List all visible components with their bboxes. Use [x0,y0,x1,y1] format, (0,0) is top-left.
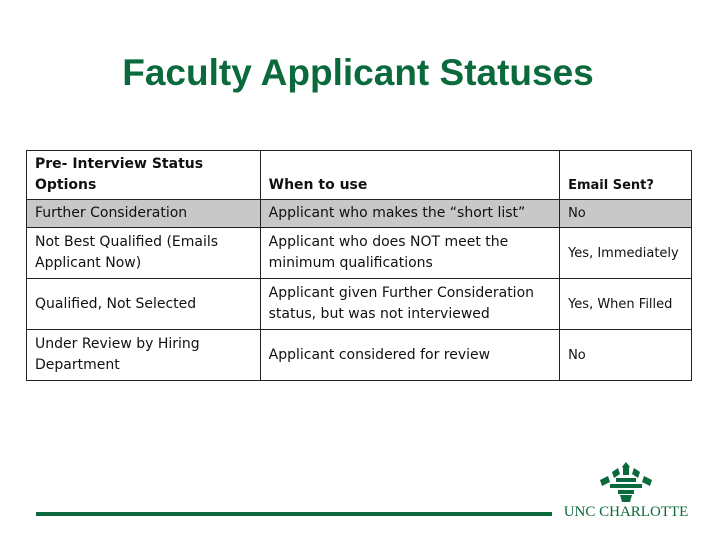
table-row [27,279,692,330]
table-row [27,200,692,228]
status-cell: Further Consideration [27,200,261,228]
header-status-options: Pre- Interview Status Options [27,151,261,200]
slide-title: Faculty Applicant Statuses [122,52,594,93]
email-cell: Yes, Immediately [560,228,692,279]
header-email-sent: Email Sent? [560,151,692,200]
email-cell: Yes, When Filled [560,279,692,330]
header-when-to-use: When to use [260,151,559,200]
footer-rule [36,512,552,516]
status-cell: Under Review by Hiring Department [27,330,261,381]
when-cell: Applicant given Further Consideration status, but was not interviewed [260,279,559,330]
when-cell: Applicant who makes the “short list” [260,200,559,228]
status-cell: Qualified, Not Selected [27,279,261,330]
table-row [27,330,692,381]
when-cell: Applicant who does NOT meet the minimum qualifications [260,228,559,279]
table-header-row [27,151,692,200]
email-cell: No [560,330,692,381]
email-cell: No [560,200,692,228]
when-cell: Applicant considered for review [260,330,559,381]
status-table [26,150,692,381]
logo-text: UNC CHARLOTTE [563,504,689,520]
status-cell: Not Best Qualified (Emails Applicant Now) [27,228,261,279]
table-row [27,228,692,279]
